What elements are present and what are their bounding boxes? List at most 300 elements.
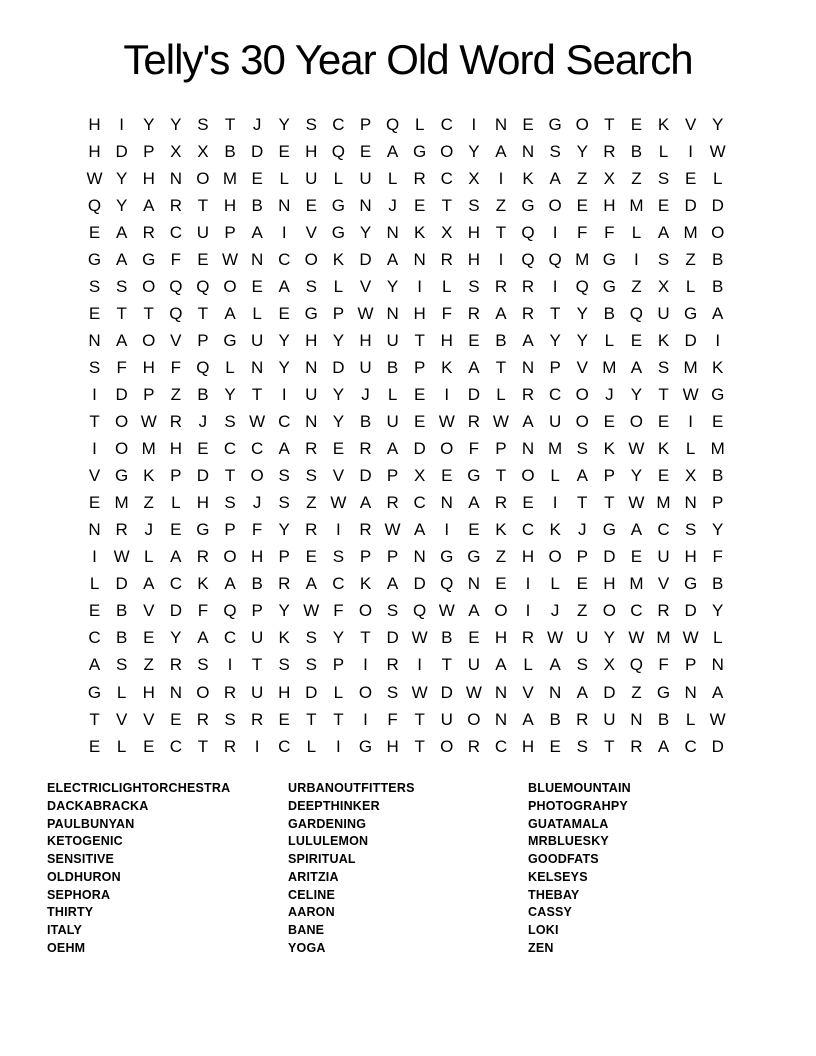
grid-cell: Y <box>468 141 480 161</box>
grid-cell: R <box>305 520 318 540</box>
grid-cell: C <box>223 628 237 648</box>
grid-cell: D <box>169 601 182 621</box>
grid-cell: T <box>197 736 209 756</box>
grid-cell: O <box>142 276 156 296</box>
grid-cell: Z <box>577 168 588 188</box>
word-list-item: ITALY <box>47 923 83 937</box>
grid-cell: A <box>495 141 507 161</box>
grid-cell: L <box>116 682 127 702</box>
grid-cell: I <box>552 493 558 513</box>
grid-cell: L <box>631 222 642 242</box>
grid-cell: T <box>495 222 507 242</box>
grid-cell: M <box>656 628 671 648</box>
grid-cell: D <box>250 141 264 161</box>
grid-cell: M <box>548 439 563 459</box>
grid-cell: S <box>305 628 317 648</box>
grid-cell: H <box>88 114 101 134</box>
grid-cell: D <box>440 682 453 702</box>
grid-cell: A <box>630 357 643 377</box>
grid-cell: H <box>142 682 155 702</box>
grid-cell: A <box>115 330 128 350</box>
grid-cell: G <box>196 520 210 540</box>
grid-cell: O <box>223 276 237 296</box>
grid-cell: I <box>336 736 341 756</box>
grid-cell: B <box>359 412 372 432</box>
grid-cell: E <box>712 412 724 432</box>
grid-cell: J <box>198 412 208 432</box>
grid-cell: F <box>468 439 480 459</box>
grid-cell: S <box>468 276 480 296</box>
grid-cell: E <box>441 466 453 486</box>
grid-cell: F <box>387 709 398 729</box>
grid-cell: R <box>278 574 291 594</box>
grid-cell: V <box>684 114 697 134</box>
grid-cell: L <box>387 384 398 404</box>
grid-cell: T <box>604 736 615 756</box>
grid-cell: E <box>278 141 290 161</box>
grid-cell: A <box>712 682 724 702</box>
grid-cell: R <box>223 736 237 756</box>
grid-cell: Z <box>143 655 154 675</box>
grid-cell: N <box>413 249 426 269</box>
grid-cell: D <box>413 439 426 459</box>
grid-cell: S <box>576 655 588 675</box>
grid-cell: S <box>468 195 480 215</box>
grid-cell: D <box>413 574 426 594</box>
grid-cell: W <box>709 709 726 729</box>
grid-cell: E <box>684 168 697 188</box>
grid-cell: G <box>331 195 345 215</box>
grid-cell: O <box>467 709 481 729</box>
grid-cell: L <box>387 168 398 188</box>
grid-cell: H <box>196 493 210 513</box>
grid-cell: I <box>417 276 423 296</box>
grid-cell: H <box>88 141 101 161</box>
grid-cell: E <box>170 520 182 540</box>
grid-cell: U <box>250 682 264 702</box>
grid-cell: A <box>386 249 399 269</box>
grid-cell: Q <box>385 114 400 134</box>
grid-cell: N <box>711 655 724 675</box>
word-list-column-1 <box>47 780 230 958</box>
grid-cell: Y <box>278 114 290 134</box>
grid-cell: T <box>89 709 100 729</box>
grid-cell: G <box>602 520 616 540</box>
grid-cell: Q <box>413 601 427 621</box>
grid-cell: C <box>169 574 182 594</box>
grid-cell: S <box>576 439 588 459</box>
grid-cell: Z <box>577 601 588 621</box>
grid-cell: G <box>467 547 481 567</box>
grid-cell: R <box>223 682 237 702</box>
grid-cell: D <box>603 682 616 702</box>
grid-cell: B <box>386 357 399 377</box>
grid-cell: S <box>224 493 236 513</box>
grid-cell: L <box>604 330 615 350</box>
grid-cell: V <box>305 222 317 242</box>
word-list-item: OLDHURON <box>47 869 121 884</box>
grid-cell: W <box>221 249 239 269</box>
grid-cell: O <box>575 412 589 432</box>
grid-cell: D <box>115 574 128 594</box>
grid-cell: U <box>467 655 480 675</box>
grid-cell: A <box>143 195 155 215</box>
grid-cell: I <box>417 655 423 675</box>
grid-cell: X <box>657 276 670 296</box>
grid-cell: N <box>305 412 318 432</box>
grid-cell: Z <box>306 493 317 513</box>
grid-cell: W <box>411 682 428 702</box>
grid-cell: W <box>682 628 699 648</box>
grid-cell: O <box>494 601 508 621</box>
grid-cell: R <box>521 303 535 323</box>
grid-cell: Z <box>631 168 642 188</box>
grid-cell: O <box>196 168 210 188</box>
grid-cell: W <box>330 493 347 513</box>
grid-cell: N <box>521 439 535 459</box>
grid-cell: C <box>250 439 264 459</box>
word-list-item: MRBLUESKY <box>528 834 609 849</box>
grid-cell: U <box>603 709 616 729</box>
grid-cell: E <box>88 736 101 756</box>
grid-cell: R <box>359 520 372 540</box>
grid-cell: G <box>602 276 616 296</box>
grid-cell: L <box>685 276 696 296</box>
grid-cell: G <box>656 682 671 702</box>
grid-cell: B <box>495 330 507 350</box>
grid-cell: M <box>629 574 644 594</box>
grid-cell: O <box>440 141 454 161</box>
grid-cell: Y <box>712 114 724 134</box>
grid-cell: L <box>333 168 344 188</box>
grid-cell: N <box>278 195 291 215</box>
grid-cell: E <box>197 439 209 459</box>
grid-cell: W <box>628 628 645 648</box>
grid-cell: S <box>386 601 399 621</box>
grid-cell: I <box>498 249 504 269</box>
grid-cell: M <box>710 439 725 459</box>
grid-cell: T <box>197 303 209 323</box>
grid-cell: A <box>630 520 643 540</box>
grid-cell: M <box>602 357 617 377</box>
word-list-item: GUATAMALA <box>528 816 609 831</box>
grid-cell: D <box>684 330 697 350</box>
grid-cell: Q <box>169 303 183 323</box>
grid-cell: U <box>386 330 399 350</box>
grid-cell: K <box>549 520 561 540</box>
grid-cell: K <box>278 628 290 648</box>
grid-cell: W <box>709 141 726 161</box>
word-list-item: ELECTRICLIGHTORCHESTRA <box>47 781 231 795</box>
grid-cell: Z <box>495 195 507 215</box>
grid-cell: O <box>250 466 264 486</box>
grid-cell: T <box>604 493 615 513</box>
grid-cell: I <box>688 141 693 161</box>
grid-cell: F <box>577 222 588 242</box>
grid-cell: C <box>278 249 291 269</box>
grid-cell: P <box>386 466 399 486</box>
grid-cell: E <box>88 222 101 242</box>
grid-cell: S <box>278 655 290 675</box>
word-list-item: SEPHORA <box>47 887 111 902</box>
grid-cell: W <box>113 547 130 567</box>
word-list-item: PHOTOGRAHPY <box>528 798 628 813</box>
word-list-item: THEBAY <box>528 887 580 902</box>
grid-cell: R <box>386 493 399 513</box>
grid-cell: L <box>712 168 723 188</box>
grid-cell: J <box>577 520 587 540</box>
grid-cell: K <box>712 357 724 377</box>
grid-cell: P <box>143 141 155 161</box>
grid-cell: A <box>115 249 128 269</box>
grid-cell: P <box>495 439 507 459</box>
letter-grid <box>81 111 731 760</box>
word-list-item: THIRTY <box>47 905 94 920</box>
grid-cell: B <box>251 195 263 215</box>
grid-cell: P <box>684 655 697 675</box>
grid-cell: Q <box>629 303 644 323</box>
grid-cell: H <box>494 628 508 648</box>
grid-cell: M <box>222 168 238 188</box>
grid-cell: U <box>359 168 372 188</box>
grid-cell: M <box>683 222 698 242</box>
grid-cell: T <box>89 412 100 432</box>
grid-cell: H <box>467 222 480 242</box>
grid-cell: R <box>467 412 480 432</box>
grid-cell: T <box>414 736 425 756</box>
grid-cell: R <box>494 276 508 296</box>
grid-cell: T <box>604 114 615 134</box>
grid-cell: M <box>141 439 156 459</box>
grid-cell: W <box>140 412 157 432</box>
grid-cell: U <box>549 412 562 432</box>
grid-cell: L <box>550 574 560 594</box>
grid-cell: C <box>88 628 101 648</box>
grid-cell: B <box>115 601 128 621</box>
grid-cell: N <box>630 709 643 729</box>
grid-cell: A <box>115 222 128 242</box>
word-list-item: AARON <box>288 905 335 920</box>
grid-cell: G <box>440 547 454 567</box>
grid-cell: T <box>495 357 507 377</box>
grid-cell: S <box>115 276 128 296</box>
grid-cell: O <box>575 384 589 404</box>
grid-cell: G <box>683 303 698 323</box>
grid-cell: Y <box>224 384 236 404</box>
grid-cell: T <box>143 303 154 323</box>
grid-cell: S <box>332 547 345 567</box>
grid-cell: L <box>116 736 127 756</box>
grid-cell: U <box>576 628 589 648</box>
grid-cell: S <box>115 655 128 675</box>
grid-cell: I <box>92 547 97 567</box>
grid-cell: C <box>223 439 237 459</box>
grid-cell: C <box>169 222 182 242</box>
grid-cell: I <box>444 384 450 404</box>
grid-cell: O <box>521 466 535 486</box>
grid-cell: N <box>413 547 426 567</box>
grid-cell: I <box>363 709 368 729</box>
puzzle-title: Telly's 30 Year Old Word Search <box>123 36 693 83</box>
grid-cell: E <box>522 114 534 134</box>
grid-cell: U <box>305 384 318 404</box>
grid-cell: E <box>305 195 317 215</box>
grid-cell: O <box>115 439 129 459</box>
grid-cell: B <box>712 249 724 269</box>
word-list-item: KETOGENIC <box>47 834 123 849</box>
grid-cell: P <box>224 222 236 242</box>
grid-cell: A <box>414 520 426 540</box>
grid-cell: G <box>548 114 562 134</box>
grid-cell: F <box>604 222 615 242</box>
grid-cell: P <box>197 330 209 350</box>
grid-cell: U <box>305 168 318 188</box>
grid-cell: L <box>658 141 669 161</box>
grid-cell: S <box>305 466 317 486</box>
grid-cell: C <box>169 736 182 756</box>
grid-cell: O <box>196 682 210 702</box>
grid-cell: C <box>278 412 291 432</box>
grid-cell: K <box>603 439 615 459</box>
grid-cell: B <box>224 141 236 161</box>
grid-cell: D <box>603 547 616 567</box>
grid-cell: O <box>142 330 156 350</box>
grid-cell: X <box>603 655 615 675</box>
grid-cell: R <box>440 249 453 269</box>
grid-cell: A <box>278 439 290 459</box>
grid-cell: N <box>521 141 535 161</box>
grid-cell: L <box>144 547 154 567</box>
grid-cell: E <box>143 736 155 756</box>
grid-cell: S <box>278 493 290 513</box>
grid-cell: A <box>468 601 480 621</box>
grid-cell: D <box>196 466 210 486</box>
grid-cell: G <box>142 249 156 269</box>
grid-cell: Y <box>332 384 345 404</box>
grid-cell: Y <box>576 141 588 161</box>
grid-cell: G <box>683 574 698 594</box>
grid-cell: D <box>684 195 697 215</box>
grid-cell: N <box>250 249 264 269</box>
grid-cell: R <box>305 439 318 459</box>
grid-cell: G <box>331 222 345 242</box>
grid-cell: B <box>712 466 724 486</box>
grid-cell: E <box>414 412 426 432</box>
grid-cell: E <box>278 303 290 323</box>
grid-cell: F <box>251 520 263 540</box>
word-list-item: BANE <box>288 923 325 937</box>
grid-cell: R <box>521 628 535 648</box>
grid-cell: Y <box>630 384 643 404</box>
grid-cell: Z <box>143 493 154 513</box>
grid-cell: R <box>169 412 182 432</box>
grid-cell: A <box>386 439 399 459</box>
grid-cell: W <box>303 601 320 621</box>
grid-cell: X <box>414 466 426 486</box>
grid-cell: U <box>250 628 264 648</box>
grid-cell: W <box>682 384 699 404</box>
grid-cell: A <box>386 574 399 594</box>
grid-cell: N <box>88 520 101 540</box>
grid-cell: Z <box>631 682 642 702</box>
grid-cell: C <box>440 168 453 188</box>
word-list-item: ARITZIA <box>288 869 339 884</box>
grid-cell: H <box>250 547 264 567</box>
grid-cell: J <box>605 384 614 404</box>
grid-cell: R <box>494 493 508 513</box>
grid-cell: O <box>711 222 725 242</box>
grid-cell: L <box>685 439 696 459</box>
grid-cell: N <box>467 574 480 594</box>
grid-cell: S <box>576 736 588 756</box>
word-list-column-2 <box>288 780 415 958</box>
grid-cell: A <box>549 168 561 188</box>
grid-cell: I <box>715 330 721 350</box>
grid-cell: E <box>251 276 263 296</box>
grid-cell: W <box>249 412 266 432</box>
word-list-item: URBANOUTFITTERS <box>288 781 415 795</box>
grid-cell: E <box>657 195 670 215</box>
grid-cell: P <box>332 303 345 323</box>
grid-cell: S <box>224 412 236 432</box>
grid-cell: L <box>89 574 100 594</box>
grid-cell: E <box>251 168 263 188</box>
grid-cell: N <box>386 222 399 242</box>
grid-cell: S <box>305 276 317 296</box>
grid-cell: A <box>143 574 155 594</box>
grid-cell: L <box>712 628 723 648</box>
grid-cell: V <box>576 357 588 377</box>
grid-cell: C <box>332 114 345 134</box>
grid-cell: M <box>683 357 698 377</box>
grid-cell: A <box>468 493 480 513</box>
grid-cell: A <box>495 655 507 675</box>
grid-cell: N <box>169 682 182 702</box>
grid-cell: I <box>525 574 531 594</box>
word-list-column-3 <box>528 780 631 958</box>
grid-cell: N <box>494 709 508 729</box>
grid-cell: K <box>197 574 209 594</box>
word-list-item: ZEN <box>528 940 554 955</box>
grid-cell: Q <box>575 276 589 296</box>
grid-cell: K <box>143 466 155 486</box>
grid-cell: E <box>495 574 507 594</box>
grid-cell: L <box>496 384 506 404</box>
grid-cell: U <box>386 412 399 432</box>
grid-cell: N <box>684 682 697 702</box>
grid-cell: Y <box>332 330 345 350</box>
grid-cell: M <box>575 249 590 269</box>
grid-cell: J <box>252 114 262 134</box>
grid-cell: T <box>116 303 127 323</box>
grid-cell: E <box>576 195 588 215</box>
grid-cell: I <box>92 384 97 404</box>
grid-cell: A <box>657 736 670 756</box>
grid-cell: O <box>304 249 318 269</box>
grid-cell: U <box>657 303 670 323</box>
grid-cell: Q <box>521 249 535 269</box>
grid-cell: G <box>223 330 237 350</box>
grid-cell: E <box>305 547 317 567</box>
grid-cell: E <box>414 195 426 215</box>
grid-cell: G <box>413 141 427 161</box>
grid-cell: O <box>602 601 616 621</box>
grid-cell: Y <box>278 357 290 377</box>
grid-cell: F <box>197 601 209 621</box>
grid-cell: A <box>576 682 588 702</box>
grid-cell: X <box>441 222 453 242</box>
grid-cell: Q <box>196 276 210 296</box>
